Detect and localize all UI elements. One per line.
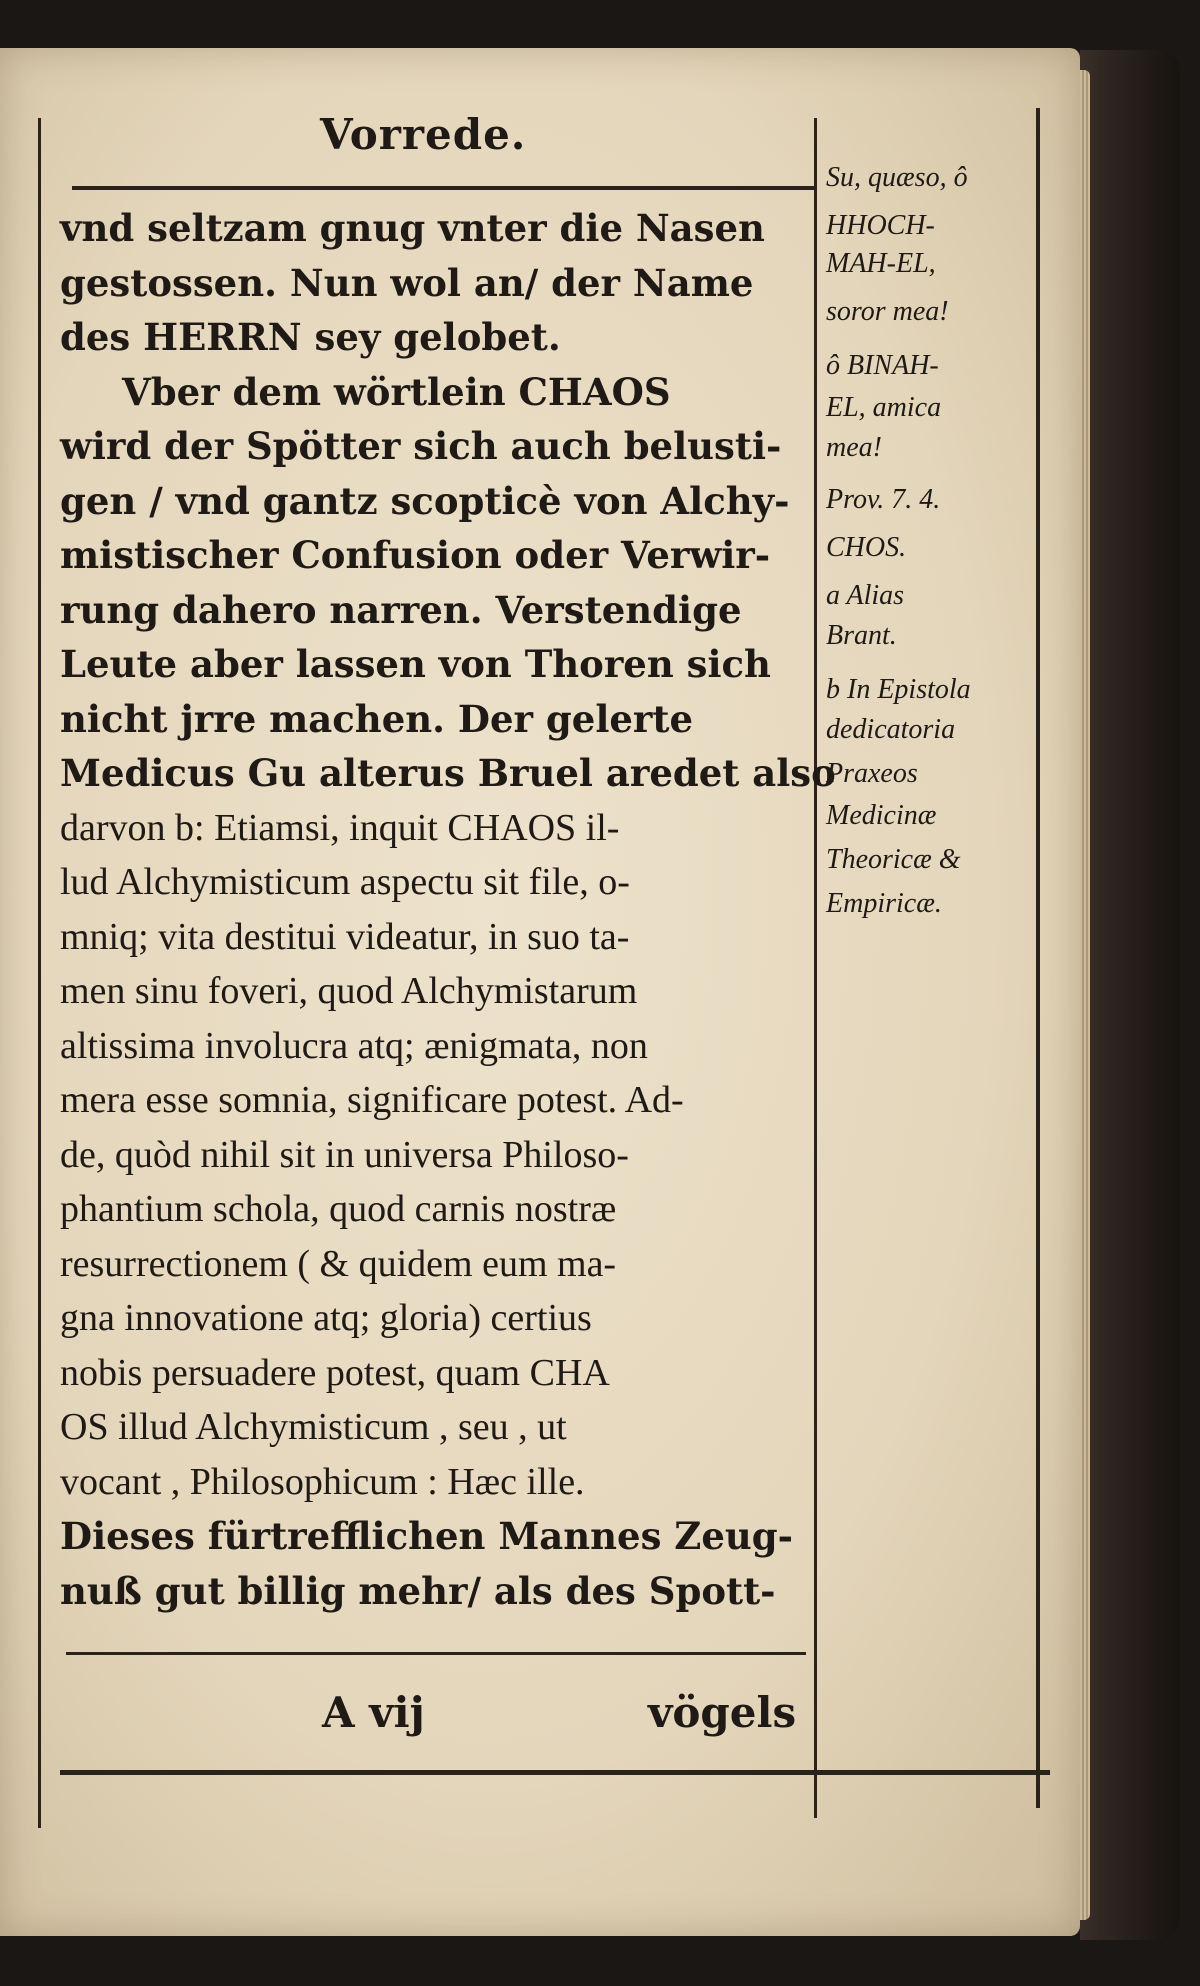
text-line: Dieses fürtrefflichen Mannes Zeug- [60,1514,793,1558]
text-line: men sinu foveri, quod Alchymistarum [60,970,638,1012]
text-line: nobis persuadere potest, quam CHA [60,1351,610,1394]
text-line: wird der Spötter sich auch belusti- [60,424,782,468]
text-line: altissima involucra atq; ænigmata, non [60,1024,648,1067]
signature-mark: A vij [322,1688,425,1737]
marginal-note-line: ô BINAH- [826,350,939,381]
text-line: gen / vnd gantz scopticè von Alchy- [60,478,790,523]
marginal-note-line: dedicatoria [826,714,956,745]
marginal-note-line: mea! [826,432,882,463]
text-line: gna innovatione atq; gloria) certius [60,1297,592,1339]
text-line: phantium schola, quod carnis nostræ [60,1188,617,1230]
marginal-note-line: Empiricæ. [826,888,942,919]
left-frame-rule [38,118,41,1828]
text-line: Leute aber lassen von Thoren sich [60,642,771,686]
marginal-note-line: Prov. 7. 4. [826,484,941,515]
marginal-note-line: a Alias [826,580,905,611]
text-line: nicht jrre machen. Der gelerte [60,696,694,741]
page-bottom-rule [60,1770,1050,1775]
text-line: rung dahero narren. Verstendige [60,587,742,632]
marginal-note-line: EL, amica [826,392,942,423]
text-line: gestossen. Nun wol an/ der Name [60,260,754,305]
text-line: de, quòd nihil sit in universa Philoso- [60,1133,629,1176]
text-line: mniq; vita destitui videatur, in suo ta- [60,915,630,958]
running-header: Vorrede. [320,110,527,159]
text-line: darvon b: Etiamsi, inquit CHAOS il- [60,806,620,849]
text-line: des HERRN sey gelobet. [60,315,561,359]
text-line: vnd seltzam gnug vnter die Nasen [60,206,765,250]
marginal-note-line: HHOCH- [826,210,935,241]
marginal-note-line: Su, quæso, ô [826,162,968,193]
marginal-note-line: Theoricæ & [826,844,961,875]
text-line: Vber dem wörtlein CHAOS [122,369,671,414]
book-cover [1080,50,1180,1940]
right-frame-rule [1036,108,1040,1808]
marginal-note-line: CHOS. [826,532,907,563]
text-line: resurrectionem ( & quidem eum ma- [60,1242,617,1285]
marginal-note-line: Praxeos [826,758,918,789]
header-underline-rule [72,186,814,190]
catchword: vögels [648,1688,797,1737]
marginal-note-line: b In Epistola [826,674,971,705]
text-line: nuß gut billig mehr/ als des Spott- [60,1568,776,1613]
marginal-note-line: soror mea! [826,296,949,327]
text-line: Medicus Gu alterus Bruel aredet also [60,751,836,795]
marginal-note-line: Medicinæ [826,800,937,831]
text-line: mistischer Confusion oder Verwir- [60,533,771,577]
text-line: OS illud Alchymisticum , seu , ut [60,1406,567,1448]
column-divider-rule [814,118,817,1818]
text-bottom-rule [66,1652,806,1655]
text-line: lud Alchymisticum aspectu sit file, o- [60,861,630,903]
text-line: vocant , Philosophicum : Hæc ille. [60,1460,585,1503]
text-line: mera esse somnia, significare potest. Ad- [60,1079,684,1121]
book-page [0,48,1080,1936]
marginal-note-line: MAH-EL, [826,248,936,279]
marginal-note-line: Brant. [826,620,897,651]
